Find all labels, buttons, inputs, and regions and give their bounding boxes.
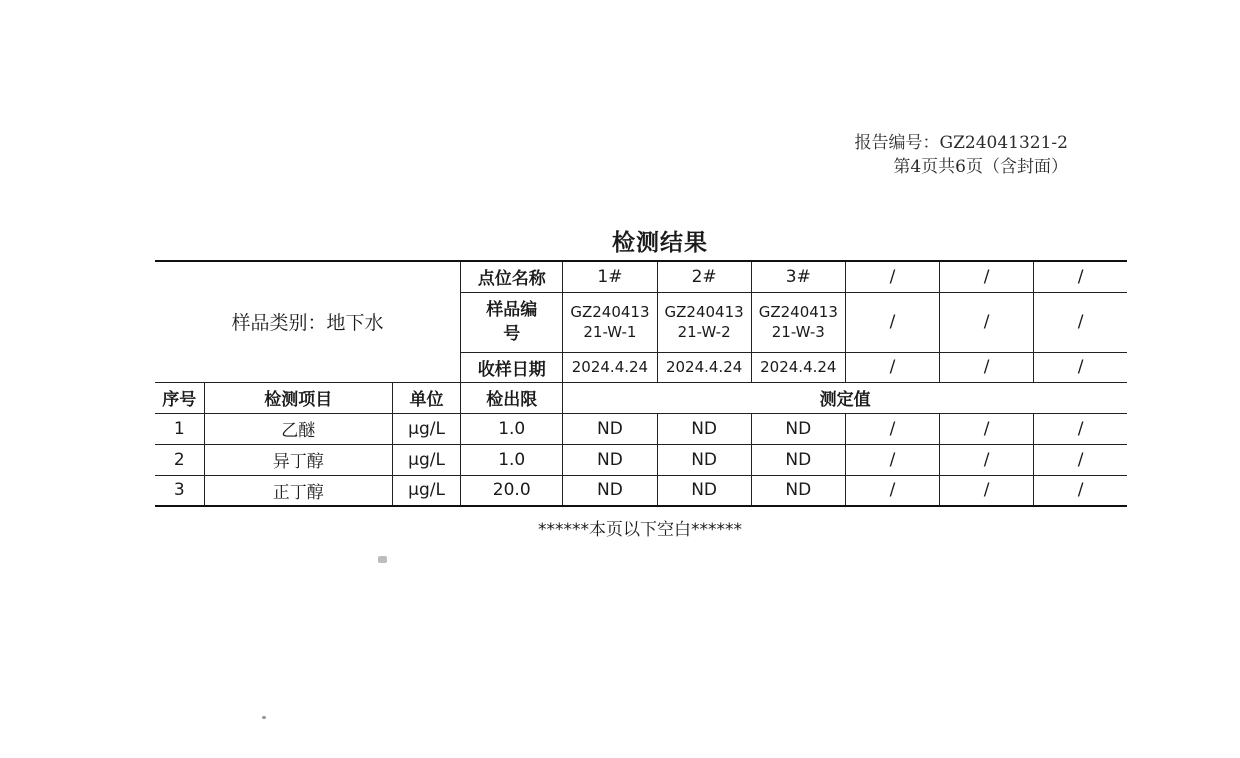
table-row [155,444,1127,475]
table-row [155,413,1127,444]
receive-date-cell: 2024.4.24 [657,352,751,382]
page-info: 第4页共6页（含封面） [893,157,1068,177]
row-value: / [940,413,1034,444]
row-value: ND [657,475,751,506]
sample-id-cell [563,292,657,352]
point-name-cell: / [845,261,939,292]
sample-id-line: GZ240413 [570,303,650,321]
row-value: / [1034,475,1127,506]
sample-id-line: 21-W-2 [677,323,731,341]
receive-date-label: 收样日期 [461,352,563,382]
point-name-cell: 3# [751,261,845,292]
scan-speck [262,716,266,719]
row-value: / [845,413,939,444]
sample-id-cell [657,292,751,352]
sample-id-line: GZ240413 [758,303,838,321]
point-name-cell: 2# [657,261,751,292]
results-table [155,260,1127,507]
blank-page-note: ******本页以下空白****** [538,520,742,540]
receive-date-cell: 2024.4.24 [751,352,845,382]
row-value: / [940,475,1034,506]
row-unit: μg/L [392,475,460,506]
row-value: ND [751,413,845,444]
receive-date-cell: / [940,352,1034,382]
point-name-label: 点位名称 [461,261,563,292]
row-limit: 1.0 [461,413,563,444]
table-row [155,475,1127,506]
column-header-limit: 检出限 [461,382,563,413]
row-value: ND [751,475,845,506]
column-header-row [155,382,1127,413]
sample-id-cell: / [845,292,939,352]
row-unit: μg/L [392,444,460,475]
column-header-measured: 测定值 [563,382,1127,413]
sample-id-cell: / [1034,292,1127,352]
sample-id-line: 21-W-1 [583,323,637,341]
sample-id-cell [751,292,845,352]
row-item: 异丁醇 [204,444,392,475]
column-header-item: 检测项目 [204,382,392,413]
column-header-unit: 单位 [392,382,460,413]
row-seq: 3 [155,475,204,506]
report-number: 报告编号：GZ24041321-2 [854,133,1068,153]
row-value: ND [751,444,845,475]
sample-id-line: GZ240413 [664,303,744,321]
report-header [760,131,1068,179]
point-name-cell: 1# [563,261,657,292]
row-item: 乙醚 [204,413,392,444]
row-seq: 2 [155,444,204,475]
point-name-row [155,261,1127,292]
receive-date-cell: / [1034,352,1127,382]
sample-category: 样品类别：地下水 [155,261,461,382]
row-value: ND [563,413,657,444]
receive-date-cell: / [845,352,939,382]
row-limit: 20.0 [461,475,563,506]
row-value: ND [657,444,751,475]
row-value: / [1034,413,1127,444]
receive-date-cell: 2024.4.24 [563,352,657,382]
row-value: / [845,444,939,475]
scan-speck [378,556,387,563]
row-value: / [1034,444,1127,475]
column-header-seq: 序号 [155,382,204,413]
row-seq: 1 [155,413,204,444]
row-unit: μg/L [392,413,460,444]
sample-id-cell: / [940,292,1034,352]
row-value: ND [657,413,751,444]
row-value: ND [563,444,657,475]
sample-id-label: 样品编号 [461,292,563,352]
sample-id-line: 21-W-3 [771,323,825,341]
row-value: / [940,444,1034,475]
row-value: / [845,475,939,506]
page-title: 检测结果 [612,230,708,256]
row-value: ND [563,475,657,506]
point-name-cell: / [1034,261,1127,292]
point-name-cell: / [940,261,1034,292]
row-limit: 1.0 [461,444,563,475]
row-item: 正丁醇 [204,475,392,506]
